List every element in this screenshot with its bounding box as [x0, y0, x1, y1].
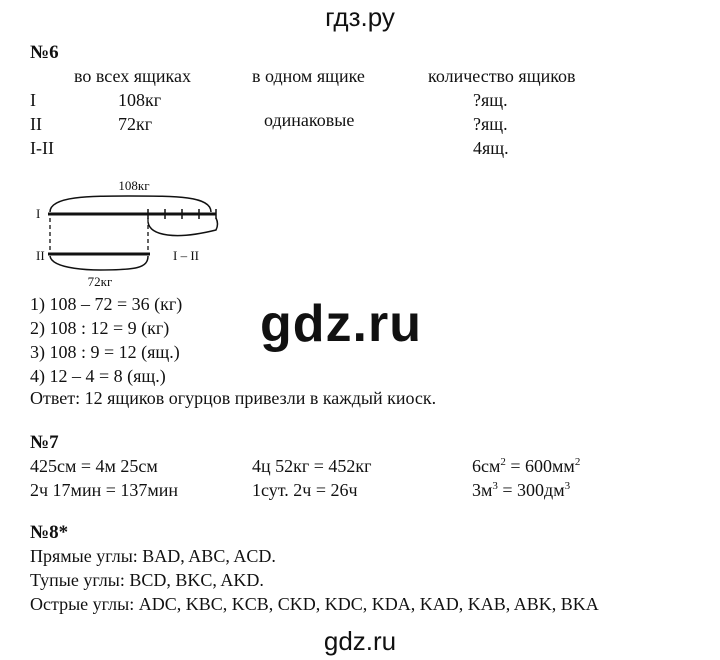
- solution-step: 4) 12 – 4 = 8 (ящ.): [30, 366, 166, 386]
- conversion-item: $3м^3 = 300дм^3$: [472, 480, 571, 500]
- table-cell-count: 4ящ.: [473, 138, 509, 158]
- task6-title: №6: [30, 42, 59, 63]
- diagram-diff-label: I – II: [173, 248, 199, 263]
- difference-brace: [148, 218, 218, 236]
- diagram-row2-label: II: [36, 248, 45, 263]
- conversion-item: 2ч 17мин = 137мин: [30, 480, 179, 500]
- conversion-item: $6см^2 = 600мм^2$: [472, 456, 581, 476]
- answer-text: Ответ: 12 ящиков огурцов привезли в каждый киоск.: [30, 388, 437, 408]
- site-header: гдз.ру: [325, 2, 395, 32]
- table-cell-count: ?ящ.: [473, 114, 508, 134]
- table-row-label: I: [30, 90, 36, 110]
- table-row-label: I-II: [30, 138, 54, 158]
- angle-list: Тупые углы: BCD, BKC, AKD.: [30, 570, 264, 590]
- angle-list: Острые углы: ADC, KBC, KCB, CKD, KDC, KDA, KAD, KAB, ABK, BKA: [30, 594, 599, 614]
- angle-list: Прямые углы: BAD, ABC, ACD.: [30, 546, 276, 566]
- diagram-bottom-label: 72кг: [87, 274, 113, 289]
- top-brace: [50, 196, 211, 212]
- table-row-label: II: [30, 114, 42, 134]
- table-cell-count: ?ящ.: [473, 90, 508, 110]
- diagram-row1-label: I: [36, 206, 41, 221]
- bottom-brace: [50, 256, 148, 270]
- task8-title: №8*: [30, 522, 69, 543]
- table-header-total: во всех ящиках: [74, 66, 191, 86]
- segment-diagram: [26, 174, 226, 292]
- conversion-item: 425см = 4м 25см: [30, 456, 158, 476]
- watermark: gdz.ru: [260, 295, 422, 353]
- conversion-item: 1сут. 2ч = 26ч: [252, 480, 358, 500]
- solution-step: 3) 108 : 9 = 12 (ящ.): [30, 342, 180, 362]
- site-footer: gdz.ru: [323, 626, 397, 656]
- diagram-top-label: 108кг: [118, 178, 150, 193]
- solution-step: 1) 108 – 72 = 36 (кг): [30, 294, 183, 314]
- table-cell-total: 72кг: [118, 114, 153, 134]
- table-header-per-box: в одном ящике: [252, 66, 365, 86]
- conversion-item: 4ц 52кг = 452кг: [252, 456, 372, 476]
- table-header-count: количество ящиков: [428, 66, 576, 86]
- solution-step: 2) 108 : 12 = 9 (кг): [30, 318, 170, 338]
- table-cell-total: 108кг: [118, 90, 162, 110]
- task7-title: №7: [30, 432, 59, 453]
- table-cell-per-box: одинаковые: [264, 110, 355, 130]
